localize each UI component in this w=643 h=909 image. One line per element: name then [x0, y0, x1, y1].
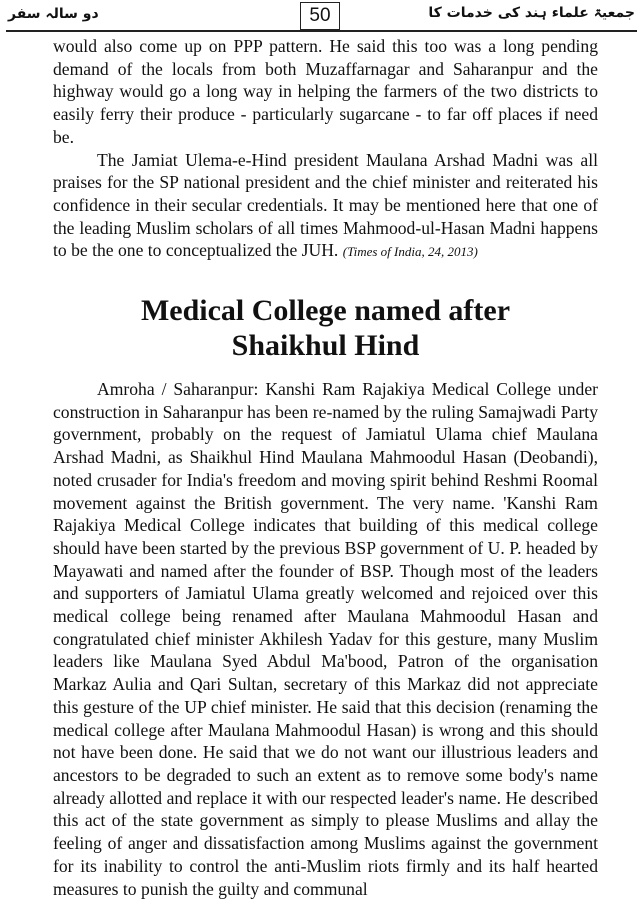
- page-body: [53, 35, 598, 900]
- citation: (Times of India, 24, 2013): [342, 244, 478, 260]
- paragraph-continuation: would also come up on PPP pattern. He said this too was a long pending demand of the locals from both Muzaffarnagar and Saharanpur and the highway would go a long way in helping the farmers of the two districts to easily ferry their produce - particularly sugarcane - to far off places if need be.: [53, 36, 598, 147]
- header-book-title: دو سالہ سفر: [8, 6, 99, 22]
- page-number: 50: [300, 2, 340, 30]
- paragraph-medical-college: Amroha / Saharanpur: Kanshi Ram Rajakiya Medical College under construction in Saharanpur has been re-named by the ruling Samajwadi Party government, probably on the request of Jamiatul Ulama chief Maulana Arshad Madni, as Shaikhul Hind Maulana Mahmoodul Hasan (Deobandi), noted crusader for India's freedom and moving spirit behind Reshmi Roomal movement against the British government. The very name. 'Kanshi Ram Rajakiya Medical College indicates that building of this medical college should have been started by the previous BSP government of U. P. headed by Mayawati and named after the founder of BSP. Though most of the leaders and supporters of Jamiatul Ulama greatly welcomed and rejoiced over this medical college being renamed after Maulana Mahmoodul Hasan and congratulated chief minister Akhilesh Yadav for this gesture, many Muslim leaders like Maulana Syed Abdul Ma'bood, Patron of the organisation Markaz Aulia and Qari Sultan, secretary of this Markaz did not appreciate this gesture of the UP chief minister. He said that this decision (renaming the medical college after Maulana Mahmoodul Hasan) is wrong and this should not have been done. He said that we do not want our illustrious leaders and ancestors to be degraded to such an extent as to remove some body's name already allotted and replace it with our respected leader's name. He described this act of the state government as simply to please Muslims and allay the feeling of anger and dissatisfaction among Muslims against the government for its inability to control the anti-Muslim riots firmly and its half hearted measures to punish the guilty and communal: [53, 379, 598, 899]
- header-divider: [6, 30, 637, 32]
- article-heading: [53, 293, 598, 363]
- heading-line-2: Shaikhul Hind: [231, 329, 420, 363]
- header-chapter-title: جمعیۃ علماء ہند کی خدمات کا: [428, 5, 635, 21]
- heading-line-1: Medical College named after: [140, 294, 511, 328]
- paragraph-text: The Jamiat Ulema-e-Hind president Maulana Arshad Madni was all praises for the SP national president and the chief minister and reiterated his confidence in their secular credentials. It may be mentioned here that one of the leading Muslim scholars of all times Mahmood-ul-Hasan Madni happens to be the one to conceptualized the JUH.: [53, 149, 598, 261]
- paragraph-jamiat-president: [53, 149, 598, 265]
- page-header: [0, 0, 643, 34]
